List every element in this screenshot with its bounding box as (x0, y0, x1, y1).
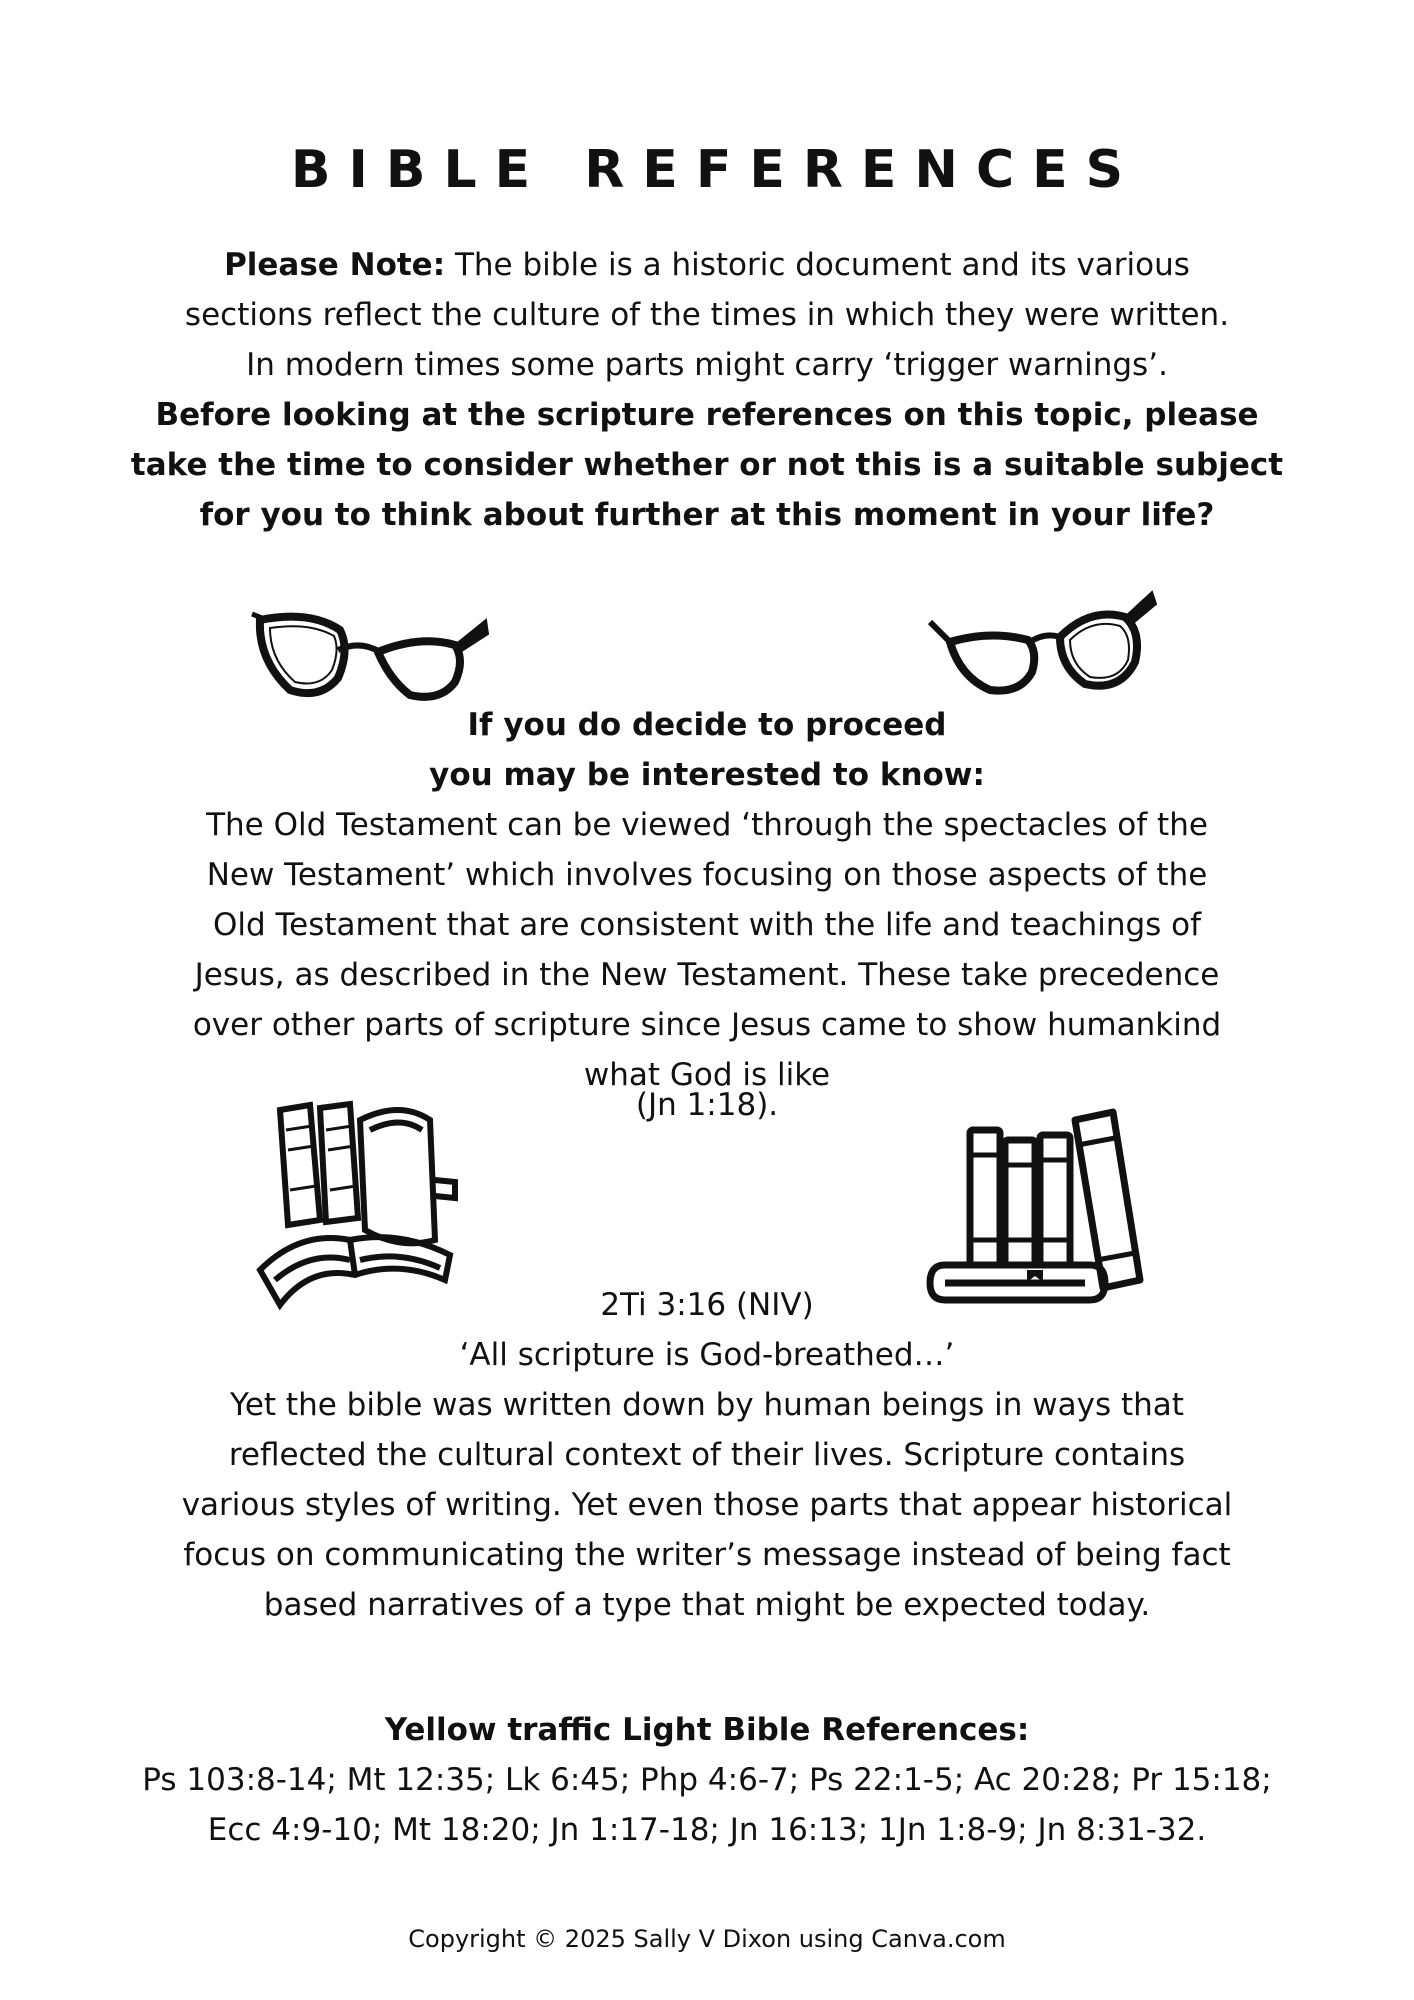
references-line-2: Ecc 4:9-10; Mt 18:20; Jn 1:17-18; Jn 16:13; 1Jn 1:8-9; Jn 8:31-32. (207, 1812, 1207, 1848)
proceed-line: Jesus, as described in the New Testament. These take precedence (194, 957, 1220, 993)
verse-quote: ‘All scripture is God-breathed…’ (459, 1337, 955, 1373)
references-line-1: Ps 103:8-14; Mt 12:35; Lk 6:45; Php 4:6-7; Ps 22:1-5; Ac 20:28; Pr 15:18; (142, 1762, 1272, 1798)
note-line-3: In modern times some parts might carry ‘trigger warnings’. (246, 347, 1168, 383)
verse-line: reflected the cultural context of their lives. Scripture contains (228, 1437, 1186, 1473)
proceed-line: what God is like (583, 1057, 831, 1093)
glasses-icon (250, 590, 490, 710)
verse-line: focus on communicating the writer’s message instead of being fact (183, 1537, 1231, 1573)
note-bold-line-2: take the time to consider whether or not this is a suitable subject (130, 447, 1284, 483)
note-bold-line-1: Before looking at the scripture references on this topic, please (155, 397, 1259, 433)
proceed-heading-1: If you do decide to proceed (467, 707, 947, 743)
proceed-line: Old Testament that are consistent with the life and teachings of (212, 907, 1202, 943)
note-label: Please Note: (224, 247, 446, 283)
references-list (0, 1755, 1414, 1855)
proceed-heading-2: you may be interested to know: (429, 757, 985, 793)
please-note-block (0, 240, 1414, 540)
proceed-line: over other parts of scripture since Jesus came to show humankind (192, 1007, 1222, 1043)
jn-reference: (Jn 1:18). (635, 1087, 779, 1123)
verse-line: based narratives of a type that might be expected today. (263, 1587, 1151, 1623)
note-line-2: sections reflect the culture of the times in which they were written. (184, 297, 1230, 333)
page-title: BIBLE REFERENCES (290, 140, 1142, 200)
note-line-1 (0, 240, 1414, 290)
verse-line: Yet the bible was written down by human beings in ways that (230, 1387, 1184, 1423)
verse-line: various styles of writing. Yet even those parts that appear historical (181, 1487, 1233, 1523)
references-heading: Yellow traffic Light Bible References: (384, 1712, 1030, 1748)
verse-block (0, 1280, 1414, 1630)
proceed-line: New Testament’ which involves focusing on those aspects of the (206, 857, 1208, 893)
glasses-icon (920, 582, 1160, 707)
proceed-line: The Old Testament can be viewed ‘through the spectacles of the (206, 807, 1208, 843)
proceed-block (0, 700, 1414, 1100)
note-bold-line-3: for you to think about further at this moment in your life? (199, 497, 1215, 533)
copyright-notice: Copyright © 2025 Sally V Dixon using Canva.com (408, 1925, 1006, 1953)
verse-reference: 2Ti 3:16 (NIV) (600, 1287, 814, 1323)
note-line-1-rest: The bible is a historic document and its various (445, 247, 1190, 283)
